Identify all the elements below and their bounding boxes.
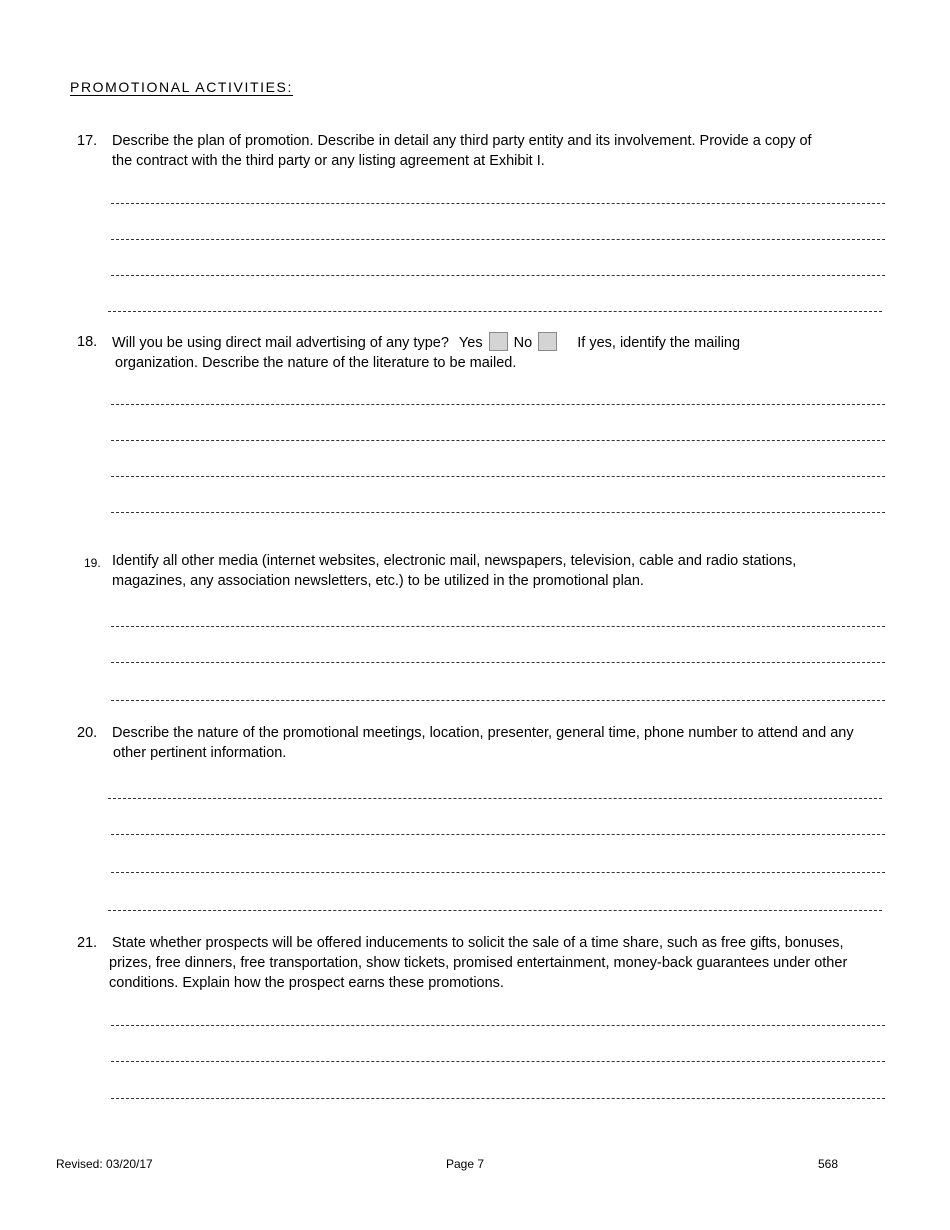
footer-revised-date: Revised: 03/20/17 [56, 1157, 153, 1171]
answer-line-21-1[interactable] [111, 1025, 885, 1026]
question-line-part: If yes, identify the mailing [577, 335, 741, 351]
answer-line-18-3[interactable] [111, 476, 885, 477]
yes-checkbox[interactable] [489, 332, 508, 351]
answer-line-19-2[interactable] [111, 662, 885, 663]
answer-line-19-3[interactable] [111, 700, 885, 701]
answer-line-17-4[interactable] [108, 311, 882, 312]
question-line: Describe the plan of promotion. Describe in detail any third party entity and its involvement. Provide a copy of [112, 133, 812, 149]
yes-label: Yes [458, 335, 483, 351]
answer-line-20-2[interactable] [111, 834, 885, 835]
question-line: Describe the nature of the promotional meetings, location, presenter, general time, phone number to attend and any [112, 725, 854, 741]
answer-line-20-3[interactable] [111, 872, 885, 873]
section-heading: PROMOTIONAL ACTIVITIES: [70, 79, 293, 95]
question-21 [77, 933, 897, 998]
answer-line-18-4[interactable] [111, 512, 885, 513]
question-line: the contract with the third party or any listing agreement at Exhibit I. [112, 153, 545, 169]
question-number: 18. [77, 334, 98, 350]
answer-line-19-1[interactable] [111, 626, 885, 627]
question-number: 17. [77, 133, 98, 149]
question-number: 20. [77, 725, 98, 741]
question-17 [77, 131, 897, 176]
question-line-part: Will you be using direct mail advertising of any type? [112, 335, 449, 351]
question-line: prizes, free dinners, free transportation, show tickets, promised entertainment, money-back guarantees under other [109, 955, 848, 971]
question-line: conditions. Explain how the prospect earns these promotions. [109, 975, 504, 991]
question-line: organization. Describe the nature of the literature to be mailed. [115, 355, 517, 371]
question-20 [77, 723, 897, 768]
question-text [109, 933, 847, 993]
answer-line-18-2[interactable] [111, 440, 885, 441]
question-text [112, 131, 812, 171]
question-line [112, 332, 740, 353]
question-18 [77, 332, 897, 377]
question-text [112, 723, 854, 763]
question-text [112, 332, 740, 373]
question-line: State whether prospects will be offered inducements to solicit the sale of a time share, such as free gifts, bonuses, [112, 935, 844, 951]
answer-line-21-2[interactable] [111, 1061, 885, 1062]
no-label: No [513, 335, 533, 351]
question-number: 19. [84, 556, 101, 570]
answer-line-17-1[interactable] [111, 203, 885, 204]
no-checkbox[interactable] [538, 332, 557, 351]
footer-page-number: Page 7 [446, 1157, 485, 1171]
question-19 [84, 551, 904, 596]
answer-line-21-3[interactable] [111, 1098, 885, 1099]
answer-line-20-1[interactable] [108, 798, 882, 799]
answer-line-18-1[interactable] [111, 404, 885, 405]
answer-line-20-4[interactable] [108, 910, 882, 911]
question-line: other pertinent information. [113, 745, 287, 761]
question-line: Identify all other media (internet websites, electronic mail, newspapers, television, cable and radio stations, [112, 553, 797, 569]
question-number: 21. [77, 935, 98, 951]
question-text [112, 551, 796, 591]
answer-line-17-2[interactable] [111, 239, 885, 240]
footer-form-number: 568 [818, 1157, 839, 1171]
answer-line-17-3[interactable] [111, 275, 885, 276]
question-line: magazines, any association newsletters, etc.) to be utilized in the promotional plan. [112, 573, 644, 589]
